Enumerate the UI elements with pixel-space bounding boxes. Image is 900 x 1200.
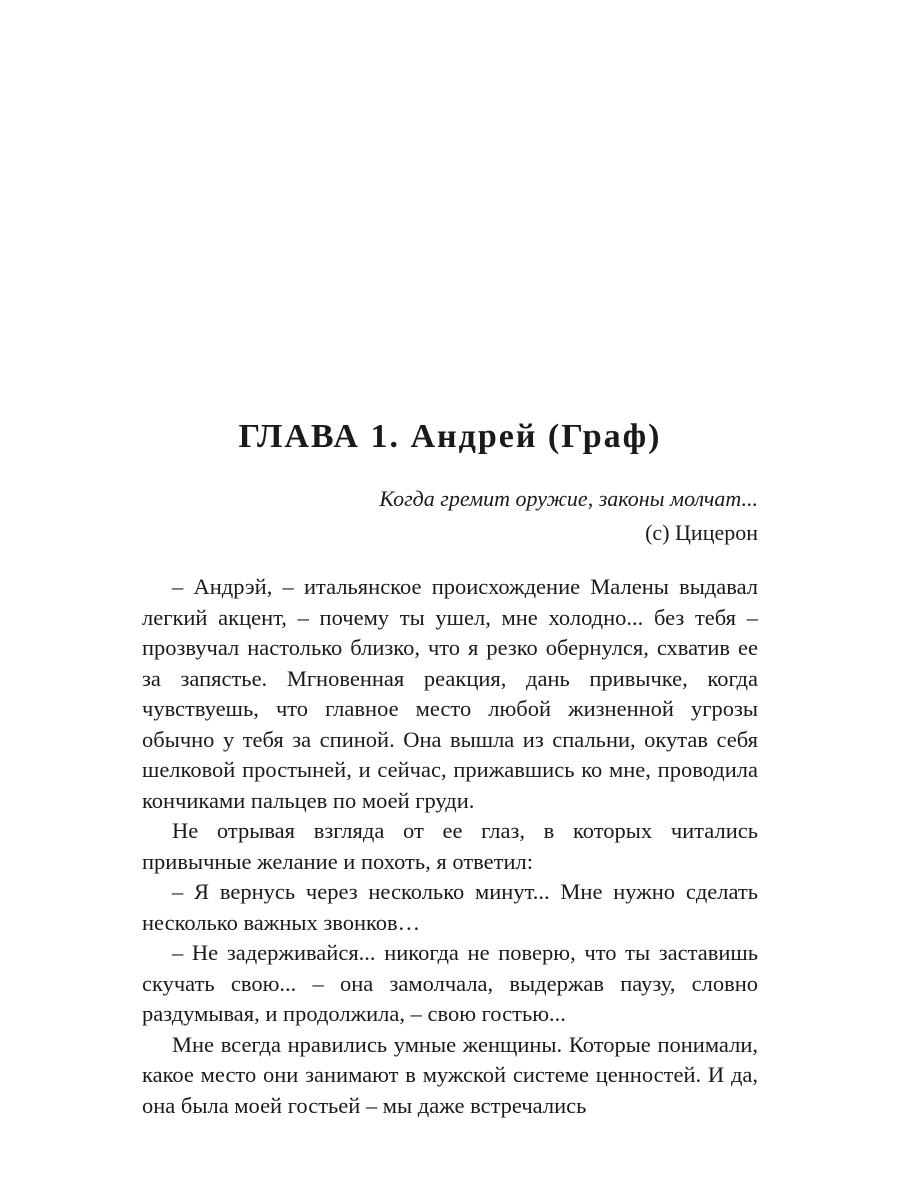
epigraph bbox=[379, 482, 758, 550]
epigraph-attribution: (с) Цицерон bbox=[645, 520, 758, 545]
paragraph: Не отрывая взгляда от ее глаз, в которых читались привычные желание и похоть, я ответил: bbox=[142, 818, 758, 874]
paragraph: – Не задерживайся... никогда не поверю, что ты заставишь скучать свою... – она замолчала, выдержав паузу, словно раздумывая, и продолжила, – свою гостью... bbox=[142, 940, 758, 1026]
paragraph: – Андрэй, – итальянское происхождение Малены выдавал легкий акцент, – почему ты ушел, мне холодно... без тебя – прозвучал настолько близко, что я резко обернулся, схватив ее за запястье. Мгновенная реакция, дань привычке, когда чувствуешь, что главное место любой жизненной угрозы обычно у тебя за спиной. Она вышла из спальни, окутав себя шелковой простыней, и сейчас, прижавшись ко мне, проводила кончиками пальцев по моей груди. bbox=[142, 574, 758, 813]
chapter-title: ГЛАВА 1. Андрей (Граф) bbox=[238, 418, 662, 455]
epigraph-quote: Когда гремит оружие, законы молчат... bbox=[379, 486, 758, 511]
paragraph: – Я вернусь через несколько минут... Мне нужно сделать несколько важных звонков… bbox=[142, 879, 758, 935]
chapter-body bbox=[142, 572, 758, 1121]
paragraph: Мне всегда нравились умные женщины. Которые понимали, какое место они занимают в мужской системе ценностей. И да, она была моей гостьей – мы даже встречались bbox=[142, 1031, 758, 1118]
